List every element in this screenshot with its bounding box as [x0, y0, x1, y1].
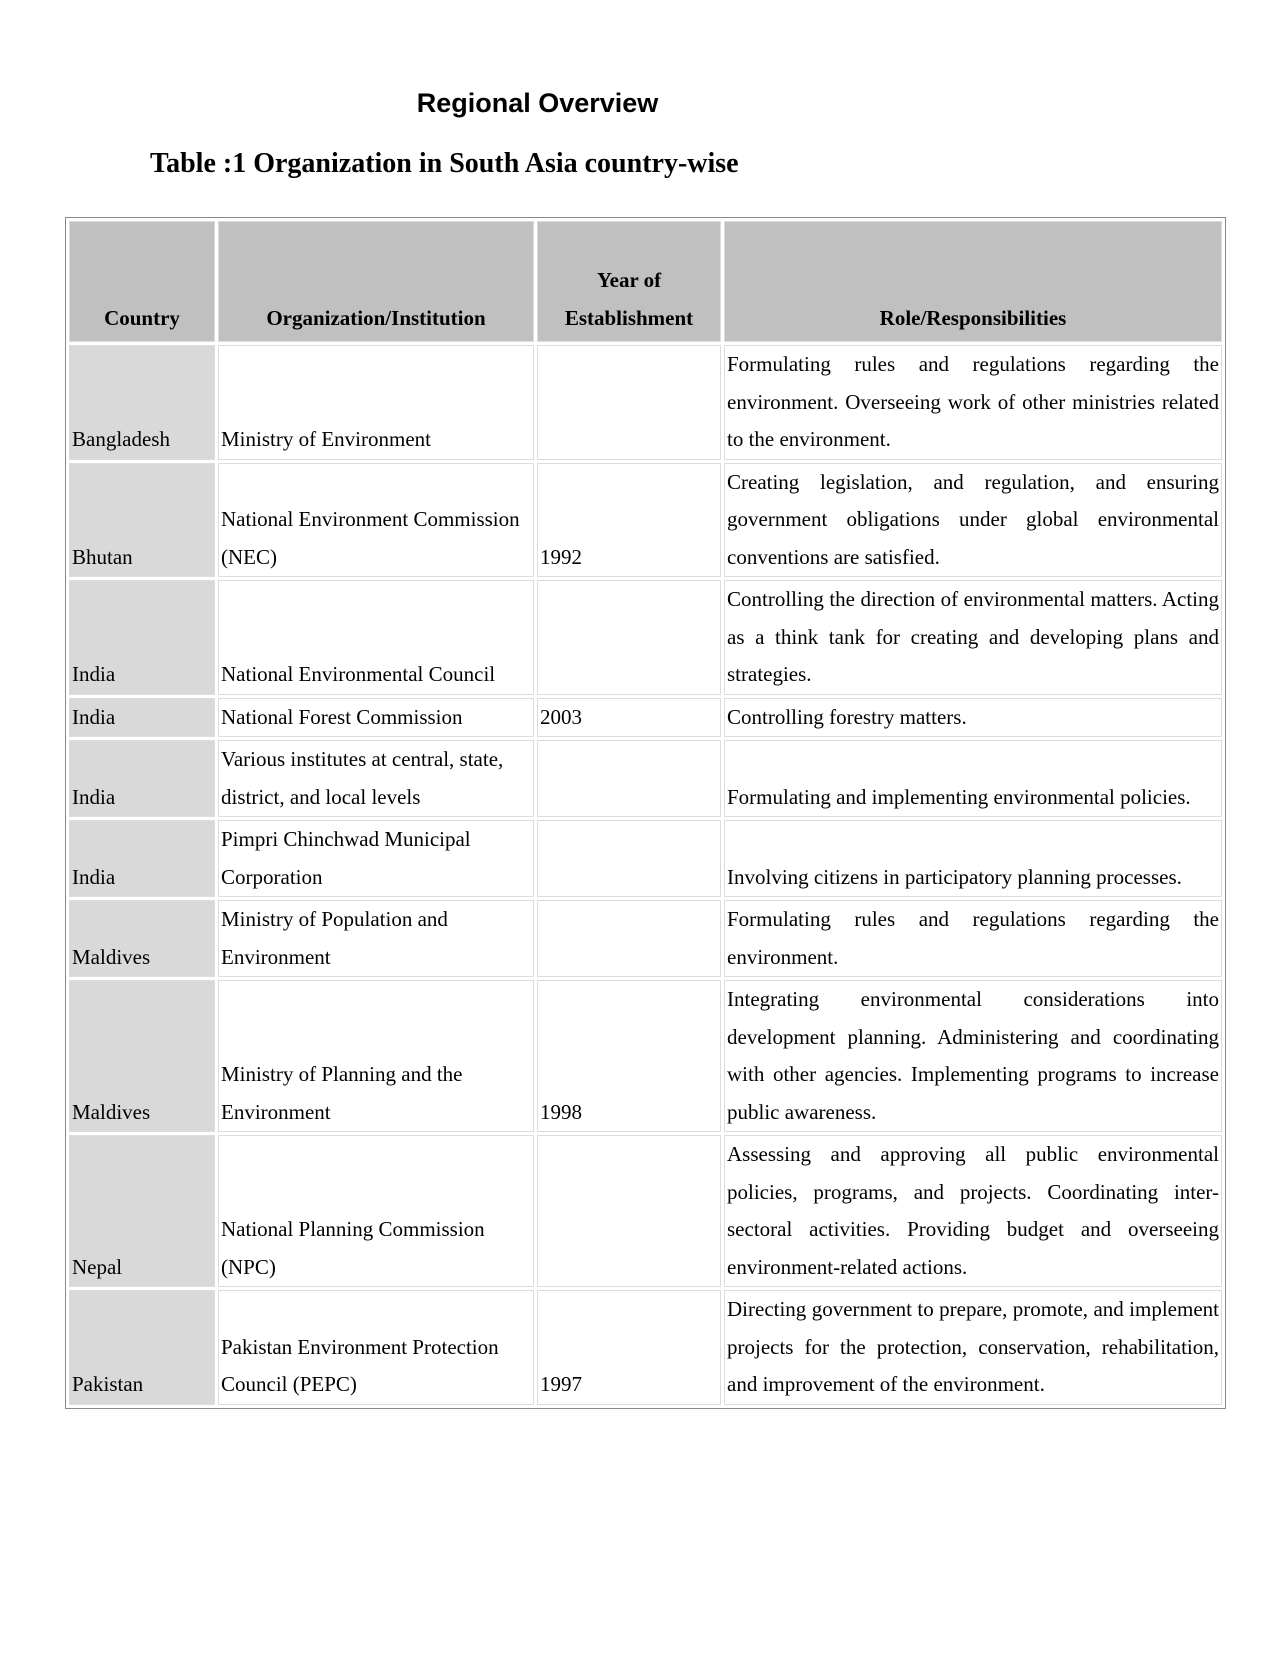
cell-country: Bhutan	[69, 463, 215, 578]
header-organization: Organization/Institution	[218, 221, 534, 342]
cell-year	[537, 580, 721, 695]
table-row	[69, 900, 1222, 977]
table-caption: Table :1 Organization in South Asia country-wise	[150, 148, 739, 179]
cell-role: Creating legislation, and regulation, and ensuring government obligations under global environmental conventions are satisfied.	[724, 463, 1222, 578]
cell-country: Maldives	[69, 980, 215, 1132]
table-row	[69, 698, 1222, 738]
organization-table	[66, 218, 1225, 1408]
cell-country: Pakistan	[69, 1290, 215, 1405]
cell-organization: Various institutes at central, state, district, and local levels	[218, 740, 534, 817]
cell-year: 1992	[537, 463, 721, 578]
cell-year	[537, 900, 721, 977]
cell-organization: Ministry of Population and Environment	[218, 900, 534, 977]
cell-role: Formulating and implementing environmental policies.	[724, 740, 1222, 817]
cell-country: India	[69, 580, 215, 695]
cell-role: Controlling the direction of environmental matters. Acting as a think tank for creating and developing plans and strategies.	[724, 580, 1222, 695]
cell-year	[537, 740, 721, 817]
cell-organization: National Forest Commission	[218, 698, 534, 738]
table-header-row	[69, 221, 1222, 342]
cell-role: Controlling forestry matters.	[724, 698, 1222, 738]
header-year: Year of Establishment	[537, 221, 721, 342]
cell-role: Formulating rules and regulations regarding the environment.	[724, 900, 1222, 977]
cell-organization: Pakistan Environment Protection Council (PEPC)	[218, 1290, 534, 1405]
cell-organization: National Planning Commission (NPC)	[218, 1135, 534, 1287]
cell-country: India	[69, 740, 215, 817]
cell-country: India	[69, 820, 215, 897]
cell-role: Integrating environmental considerations into development planning. Administering and coordinating with other agencies. Implementing programs to increase public awareness.	[724, 980, 1222, 1132]
cell-country: Maldives	[69, 900, 215, 977]
cell-country: Bangladesh	[69, 345, 215, 460]
cell-year: 2003	[537, 698, 721, 738]
table-row	[69, 980, 1222, 1132]
table-row	[69, 580, 1222, 695]
table-row	[69, 463, 1222, 578]
cell-organization: Ministry of Planning and the Environment	[218, 980, 534, 1132]
cell-year	[537, 345, 721, 460]
header-country: Country	[69, 221, 215, 342]
table-row	[69, 1135, 1222, 1287]
table-row	[69, 1290, 1222, 1405]
organization-table-frame	[65, 217, 1226, 1409]
cell-year: 1997	[537, 1290, 721, 1405]
table-row	[69, 740, 1222, 817]
page-title: Regional Overview	[416, 88, 659, 118]
cell-organization: Pimpri Chinchwad Municipal Corporation	[218, 820, 534, 897]
cell-country: Nepal	[69, 1135, 215, 1287]
header-role: Role/Responsibilities	[724, 221, 1222, 342]
cell-role: Formulating rules and regulations regarding the environment. Overseeing work of other ministries related to the environment.	[724, 345, 1222, 460]
cell-year	[537, 1135, 721, 1287]
table-row	[69, 820, 1222, 897]
cell-role: Assessing and approving all public environmental policies, programs, and projects. Coordinating inter-sectoral activities. Providing budget and overseeing environment-related actions.	[724, 1135, 1222, 1287]
table-row	[69, 345, 1222, 460]
cell-organization: Ministry of Environment	[218, 345, 534, 460]
cell-role: Directing government to prepare, promote, and implement projects for the protection, conservation, rehabilitation, and improvement of the environment.	[724, 1290, 1222, 1405]
cell-country: India	[69, 698, 215, 738]
cell-year	[537, 820, 721, 897]
cell-year: 1998	[537, 980, 721, 1132]
cell-organization: National Environment Commission (NEC)	[218, 463, 534, 578]
cell-role: Involving citizens in participatory planning processes.	[724, 820, 1222, 897]
cell-organization: National Environmental Council	[218, 580, 534, 695]
